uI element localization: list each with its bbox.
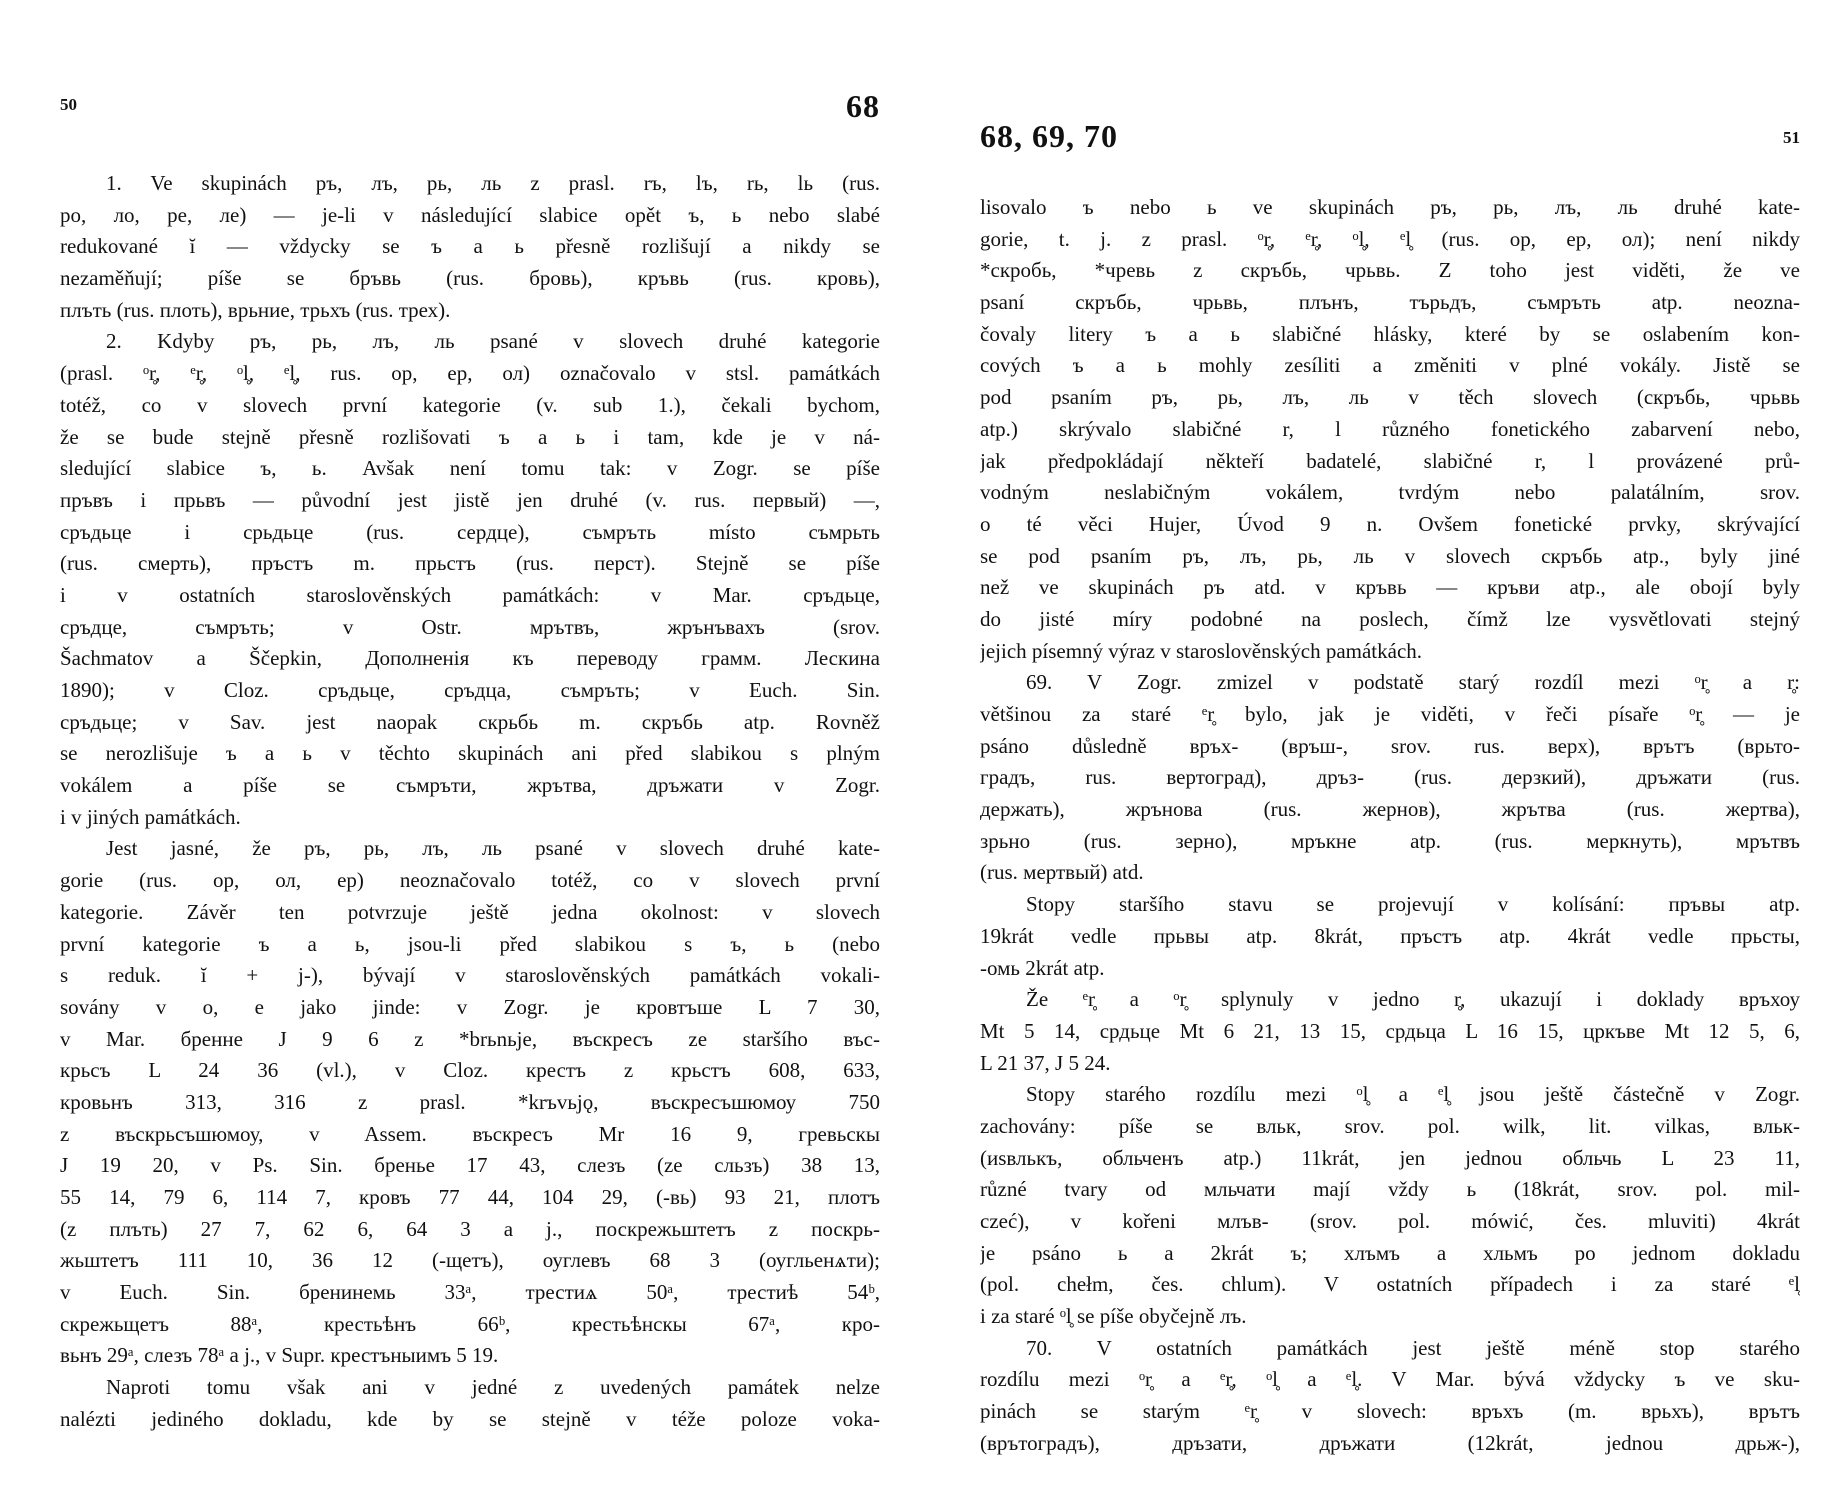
page-text [60, 168, 880, 1436]
left-page [60, 0, 880, 1500]
text-line: 1. Ve skupinách ръ, лъ, рь, ль z prasl. rъ, lъ, rь, lь (rus. [106, 171, 880, 195]
text-line: pinách se starým ᵉr̥ v slovech: връхъ (m. врьхъ), врътъ [980, 1399, 1800, 1424]
text-line: J 19 20, v Ps. Sin. бренье 17 43, слезъ (ze сльзъ) 38 13, [60, 1153, 880, 1178]
text-line: градъ, rus. вертоград), дръз- (rus. дерзкий), дръжати (rus. [980, 765, 1800, 790]
text-line: Naproti tomu však ani v jedné z uvedených památek nelze [106, 1375, 880, 1400]
text-line: L 21 37, J 5 24. [980, 1050, 1111, 1075]
text-line: Šachmatov a Ščepkin, Дополненія къ переводу грамм. Лескина [60, 646, 880, 671]
text-line: 19krát vedle прьвы atp. 8krát, пръстъ atp. 4krát vedle прьсты, [980, 923, 1800, 948]
text-line: (врътоградъ), дръзати, дръжати (12krát, jednou дрьж-), [980, 1430, 1800, 1455]
text-line: gorie, t. j. z prasl. ᵒr̥, ᵉr̥, ᵒl̥, ᵉl̥ (rus. ор, ер, ол); není nikdy [980, 226, 1800, 251]
text-line: (z плъть) 27 7, 62 6, 64 3 a j., поскрежьштетъ z поскрь- [60, 1216, 880, 1241]
text-line: redukované ĭ — vždycky se ъ a ь přesně rozlišují a nikdy se [60, 234, 880, 259]
text-line: v Euch. Sin. бренинемь 33ᵃ, трестиѧ 50ᵃ, трестиѣ 54ᵇ, [60, 1280, 880, 1305]
text-line: 55 14, 79 6, 114 7, кровъ 77 44, 104 29, (-вь) 93 21, плотъ [60, 1185, 880, 1209]
running-head: 68 [846, 88, 880, 124]
text-line: z въскрьсъшюмоу, v Assem. въскресъ Mr 16 9, гревьскы [60, 1121, 880, 1146]
text-line: zachovány: píše se вльк, srov. pol. wilk, lit. vilkas, вльк- [980, 1113, 1800, 1138]
text-line: s reduk. ĭ + j-), bývají v staroslověnských památkách vokali- [60, 963, 880, 988]
text-line: 70. V ostatních památkách jest ještě méně stop starého [1026, 1335, 1800, 1360]
text-line: (prasl. ᵒr̥, ᵉr̥, ᵒl̥, ᵉl̥, rus. ор, ер, ол) označovalo v stsl. památkách [60, 361, 880, 386]
text-line: 69. V Zogr. zmizel v podstatě starý rozdíl mezi ᵒr̥ a r̥: [1026, 670, 1800, 695]
text-line: (rus. мертвый) atd. [980, 860, 1144, 885]
text-line: -омь 2krát atp. [980, 955, 1105, 980]
text-line: lisovalo ъ nebo ь ve skupinách ръ, рь, лъ, ль druhé kate- [980, 195, 1800, 219]
text-line: czeć), v kořeni млъв- (srov. pol. mówić, čes. mluviti) 4krát [980, 1209, 1800, 1233]
text-line: do jisté míry podobné na poslech, čímž lze vysvětlovati stejný [980, 606, 1800, 631]
text-line: většinou za staré ᵉr̥ bylo, jak je viděti, v řeči písaře ᵒr̥ — je [980, 702, 1800, 726]
text-line: крьсъ L 24 36 (vl.), v Cloz. крестъ z крьстъ 608, 633, [60, 1058, 880, 1083]
text-line: pod psaním ръ, рь, лъ, ль v těch slovech (скръбь, чрьвь [980, 385, 1800, 410]
page-number: 51 [1783, 128, 1800, 147]
text-line: (иѕвлькъ, обльченъ atp.) 11krát, jen jednou обльчь L 23 11, [980, 1145, 1800, 1170]
text-line: 1890); v Cloz. сръдьце, сръдца, съмръть; v Euch. Sin. [60, 678, 880, 702]
text-line: rozdílu mezi ᵒr̥ a ᵉr̥, ᵒl̥ a ᵉl̥. V Mar. bývá vždycky ъ ve sku- [980, 1367, 1800, 1392]
text-line: Stopy staršího stavu se projevují v kolísání: пръвы atp. [1026, 892, 1800, 917]
text-line: čovaly litery ъ a ь slabičné hlásky, které by se oslabením kon- [980, 321, 1800, 346]
text-line: i v jiných památkách. [60, 804, 241, 829]
text-line: v Mar. бренне J 9 6 z *brьnьje, въскресъ ze staršího въс- [60, 1026, 880, 1051]
text-line: nalézti jediného dokladu, kde by se stejně v téže poloze voka- [60, 1406, 880, 1431]
text-line: sledující slabice ъ, ь. Avšak není tomu tak: v Zogr. se píše [60, 456, 880, 481]
text-line: сръдце, съмръть; v Ostr. мрътвъ, жрънъвахъ (srov. [60, 614, 880, 639]
text-line: сръдьце i срьдьце (rus. сердце), съмръть místo съмрьть [60, 519, 880, 544]
running-head: 68, 69, 70 [980, 118, 1118, 154]
text-line: jejich písemný výraz v staroslověnských památkách. [980, 638, 1423, 663]
text-line: psaní скръбь, чрьвь, плънъ, търьдъ, съмръть atp. neozna- [980, 290, 1800, 315]
text-line: держать), жрънова (rus. жернов), жрътва (rus. жертва), [980, 797, 1800, 822]
text-line: (pol. chełm, čes. chlum). V ostatních případech i za staré ᵉl̥ [980, 1272, 1800, 1297]
text-line: зрьно (rus. зерно), мръкне atp. (rus. меркнуть), мрътвъ [980, 828, 1800, 853]
text-line: vokálem a píše se съмръти, жрътва, дръжати v Zogr. [60, 773, 880, 798]
text-line: atp.) skrývalo slabičné r, l různého fonetického zabarvení nebo, [980, 416, 1800, 441]
text-line: gorie (rus. ор, ол, ер) neoznačovalo totéž, co v slovech první [60, 868, 880, 893]
text-line: плъть (rus. плоть), врьние, трьхъ (rus. трех). [60, 297, 451, 322]
text-line: první kategorie ъ a ь, jsou-li před slabikou s ъ, ь (nebo [60, 931, 880, 956]
text-line: různé tvary od мльчати mají vždy ь (18krát, srov. pol. mil- [980, 1177, 1800, 1202]
text-line: se pod psaním ръ, лъ, рь, ль v slovech скръбь atp., byly jiné [980, 543, 1800, 568]
text-line: cových ъ a ь mohly zesíliti a změniti v plné vokály. Jistě se [980, 353, 1800, 378]
text-line: že se bude stejně přesně rozlišovati ъ a ь i tam, kde je v ná- [60, 424, 880, 449]
text-line: кровьнъ 313, 316 z prasl. *krъvьjǫ, въскресъшюмоу 750 [60, 1089, 880, 1114]
text-line: жьштетъ 111 10, 36 12 (-щетъ), оуглевъ 68 3 (оугльенѧти); [60, 1248, 880, 1273]
text-line: Jest jasné, že ръ, рь, лъ, ль psané v slovech druhé kate- [106, 836, 880, 861]
text-line: jak předpokládají někteří badatelé, slabičné r, l provázené prů- [980, 448, 1800, 473]
right-page [980, 0, 1800, 1500]
text-line: psáno důsledně връх- (връш-, srov. rus. верх), врътъ (врьто- [980, 733, 1800, 758]
text-line: ро, ло, ре, ле) — je-li v následující slabice opět ъ, ь nebo slabé [60, 202, 880, 227]
text-line: вьнъ 29ᵃ, слезъ 78ᵃ a j., v Supr. крестъныимъ 5 19. [60, 1343, 499, 1368]
text-line: Že ᵉr̥ a ᵒr̥ splynuly v jedno r̥, ukazují i doklady връхоу [1026, 987, 1800, 1012]
text-line: totéž, co v slovech první kategorie (v. sub 1.), čekali bychom, [60, 392, 880, 417]
text-line: je psáno ь a 2krát ъ; хлъмъ a хльмъ po jednom dokladu [980, 1240, 1800, 1265]
page-text [980, 192, 1800, 1460]
text-line: сръдьце; v Sav. jest naopak скрьбь m. скръбь atp. Rovněž [60, 709, 880, 734]
text-line: (rus. смерть), пръстъ m. прьстъ (rus. перст). Stejně se píše [60, 551, 880, 576]
text-line: 2. Kdyby ръ, рь, лъ, ль psané v slovech druhé kategorie [106, 329, 880, 354]
text-line: i v ostatních staroslověnských památkách: v Mar. сръдьце, [60, 582, 880, 607]
text-line: kategorie. Závěr ten potvrzuje ještě jedna okolnost: v slovech [60, 899, 880, 924]
text-line: sovány v o, e jako jinde: v Zogr. je кровтъше L 7 30, [60, 994, 880, 1019]
text-line: Stopy starého rozdílu mezi ᵒl̥ a ᵉl̥ jsou ještě částečně v Zogr. [1026, 1082, 1800, 1107]
text-line: než ve skupinách ръ atd. v кръвь — кръви atp., ale obojí byly [980, 575, 1800, 600]
text-line: Mt 5 14, срдьце Mt 6 21, 13 15, срдьца L 16 15, цркъве Mt 12 5, 6, [980, 1018, 1800, 1043]
page-number: 50 [60, 95, 77, 114]
text-line: o té věci Hujer, Úvod 9 n. Ovšem fonetické prvky, skrývající [980, 511, 1800, 536]
text-line: vodným neslabičným vokálem, tvrdým nebo palatálním, srov. [980, 480, 1800, 505]
text-line: i za staré ᵒl̥ se píše obyčejně лъ. [980, 1304, 1247, 1329]
text-line: nezaměňují; píše se бръвь (rus. бровь), кръвь (rus. кровь), [60, 266, 880, 291]
text-line: скрежьщетъ 88ᵃ, крестьѣнъ 66ᵇ, крестьѣнскы 67ᵃ, кро- [60, 1311, 880, 1336]
text-line: пръвъ i прьвъ — původní jest jistě jen druhé (v. rus. первый) —, [60, 487, 880, 512]
text-line: se nerozlišuje ъ a ь v těchto skupinách ani před slabikou s plným [60, 741, 880, 766]
text-line: *скробь, *чревь z скръбь, чрьвь. Z toho jest viděti, že ve [980, 258, 1800, 283]
